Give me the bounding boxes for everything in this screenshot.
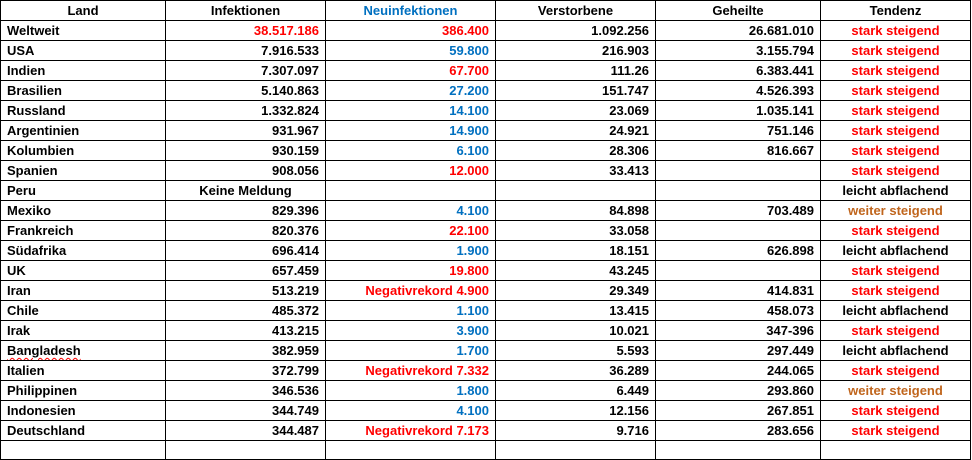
cell-tendenz[interactable]: weiter steigend [821,201,971,221]
cell-geheilte[interactable]: 244.065 [656,361,821,381]
header-geheilte[interactable]: Geheilte [656,1,821,21]
cell-tendenz[interactable]: stark steigend [821,21,971,41]
cell-verstorbene[interactable]: 1.092.256 [496,21,656,41]
cell-infektionen[interactable]: 829.396 [166,201,326,221]
cell-land[interactable]: Chile [1,301,166,321]
cell-verstorbene[interactable]: 33.058 [496,221,656,241]
cell-neuinfektionen[interactable]: 19.800 [326,261,496,281]
cell-verstorbene[interactable]: 24.921 [496,121,656,141]
cell-infektionen[interactable]: 1.332.824 [166,101,326,121]
cell-land[interactable]: USA [1,41,166,61]
cell-neuinfektionen[interactable]: 386.400 [326,21,496,41]
table-row [1,301,971,321]
cell-tendenz[interactable]: stark steigend [821,261,971,281]
cell-land[interactable]: UK [1,261,166,281]
cell-tendenz[interactable]: stark steigend [821,321,971,341]
cell-infektionen[interactable]: Keine Meldung [166,181,326,201]
cell-geheilte[interactable]: 626.898 [656,241,821,261]
cell-empty[interactable] [1,441,166,460]
cell-land[interactable]: Argentinien [1,121,166,141]
cell-geheilte[interactable]: 283.656 [656,421,821,441]
cell-verstorbene[interactable]: 18.151 [496,241,656,261]
cell-tendenz[interactable]: stark steigend [821,121,971,141]
table-row [1,421,971,441]
table-row [1,221,971,241]
cell-land[interactable]: Deutschland [1,421,166,441]
cell-land[interactable]: Irak [1,321,166,341]
cell-infektionen[interactable]: 382.959 [166,341,326,361]
cell-neuinfektionen[interactable]: 12.000 [326,161,496,181]
cell-land[interactable]: Brasilien [1,81,166,101]
table-row [1,321,971,341]
cell-land[interactable]: Mexiko [1,201,166,221]
cell-geheilte[interactable]: 4.526.393 [656,81,821,101]
table-row [1,121,971,141]
cell-land[interactable]: Iran [1,281,166,301]
header-land[interactable]: Land [1,1,166,21]
table-row [1,161,971,181]
cell-geheilte[interactable]: 703.489 [656,201,821,221]
cell-geheilte[interactable]: 1.035.141 [656,101,821,121]
cell-land[interactable]: Spanien [1,161,166,181]
table-row [1,281,971,301]
cell-neuinfektionen[interactable]: 4.100 [326,401,496,421]
header-verstorbene[interactable]: Verstorbene [496,1,656,21]
cell-land[interactable]: Russland [1,101,166,121]
cell-infektionen[interactable]: 657.459 [166,261,326,281]
cell-neuinfektionen[interactable] [326,181,496,201]
header-neuinfektionen[interactable]: Neuinfektionen [326,1,496,21]
cell-tendenz[interactable]: stark steigend [821,81,971,101]
cell-geheilte[interactable] [656,221,821,241]
cell-land[interactable]: Italien [1,361,166,381]
cell-infektionen[interactable]: 7.307.097 [166,61,326,81]
cell-neuinfektionen[interactable]: 4.100 [326,201,496,221]
table-row [1,41,971,61]
header-infektionen[interactable]: Infektionen [166,1,326,21]
cell-infektionen[interactable]: 931.967 [166,121,326,141]
cell-tendenz[interactable]: stark steigend [821,281,971,301]
cell-empty[interactable] [496,441,656,460]
table-row [1,261,971,281]
cell-empty[interactable] [166,441,326,460]
cell-verstorbene[interactable]: 84.898 [496,201,656,221]
cell-empty[interactable] [821,441,971,460]
table-row-empty [1,441,971,460]
cell-land[interactable]: Kolumbien [1,141,166,161]
cell-land[interactable]: Philippinen [1,381,166,401]
cell-geheilte[interactable] [656,161,821,181]
cell-tendenz[interactable]: stark steigend [821,401,971,421]
table-row [1,141,971,161]
cell-neuinfektionen[interactable]: 14.100 [326,101,496,121]
cell-verstorbene[interactable]: 29.349 [496,281,656,301]
cell-verstorbene[interactable]: 43.245 [496,261,656,281]
cell-tendenz[interactable]: leicht abflachend [821,181,971,201]
cell-infektionen[interactable]: 38.517.186 [166,21,326,41]
cell-verstorbene[interactable]: 28.306 [496,141,656,161]
cell-tendenz[interactable]: stark steigend [821,61,971,81]
header-row [1,1,971,21]
cell-neuinfektionen[interactable]: 59.800 [326,41,496,61]
table-row [1,81,971,101]
cell-neuinfektionen[interactable]: 22.100 [326,221,496,241]
cell-verstorbene[interactable]: 5.593 [496,341,656,361]
cell-verstorbene[interactable]: 36.289 [496,361,656,381]
table-row [1,21,971,41]
cell-empty[interactable] [326,441,496,460]
cell-geheilte[interactable]: 26.681.010 [656,21,821,41]
cell-verstorbene[interactable]: 6.449 [496,381,656,401]
table-body [1,21,971,460]
table-row [1,361,971,381]
cell-infektionen[interactable]: 696.414 [166,241,326,261]
table-row [1,201,971,221]
cell-infektionen[interactable]: 7.916.533 [166,41,326,61]
cell-neuinfektionen[interactable]: 1.700 [326,341,496,361]
cell-infektionen[interactable]: 344.487 [166,421,326,441]
cell-verstorbene[interactable]: 10.021 [496,321,656,341]
cell-geheilte[interactable]: 3.155.794 [656,41,821,61]
cell-geheilte[interactable] [656,181,821,201]
cell-infektionen[interactable]: 513.219 [166,281,326,301]
cell-tendenz[interactable]: stark steigend [821,101,971,121]
cell-verstorbene[interactable]: 216.903 [496,41,656,61]
cell-land[interactable]: Frankreich [1,221,166,241]
cell-neuinfektionen[interactable]: 1.800 [326,381,496,401]
cell-geheilte[interactable]: 297.449 [656,341,821,361]
cell-land[interactable]: Südafrika [1,241,166,261]
cell-infektionen[interactable]: 930.159 [166,141,326,161]
cell-neuinfektionen[interactable]: 3.900 [326,321,496,341]
cell-tendenz[interactable]: stark steigend [821,361,971,381]
table-row [1,381,971,401]
cell-tendenz[interactable]: leicht abflachend [821,241,971,261]
header-tendenz[interactable]: Tendenz [821,1,971,21]
cell-geheilte[interactable]: 6.383.441 [656,61,821,81]
cell-neuinfektionen[interactable]: 1.900 [326,241,496,261]
cell-empty[interactable] [656,441,821,460]
cell-verstorbene[interactable]: 111.26 [496,61,656,81]
cell-geheilte[interactable]: 267.851 [656,401,821,421]
cell-land[interactable]: Indien [1,61,166,81]
cell-infektionen[interactable]: 820.376 [166,221,326,241]
cell-land[interactable]: Peru [1,181,166,201]
cell-infektionen[interactable]: 413.215 [166,321,326,341]
cell-neuinfektionen[interactable]: 14.900 [326,121,496,141]
cell-tendenz[interactable]: stark steigend [821,161,971,181]
cell-verstorbene[interactable]: 23.069 [496,101,656,121]
cell-land[interactable]: Bangladesh [1,341,166,361]
cell-geheilte[interactable]: 347-396 [656,321,821,341]
cell-land[interactable]: Indonesien [1,401,166,421]
cell-tendenz[interactable]: stark steigend [821,221,971,241]
cell-infektionen[interactable]: 908.056 [166,161,326,181]
table-row [1,401,971,421]
cell-geheilte[interactable]: 751.146 [656,121,821,141]
cell-infektionen[interactable]: 344.749 [166,401,326,421]
cell-geheilte[interactable] [656,261,821,281]
table-row [1,341,971,361]
cell-tendenz[interactable]: leicht abflachend [821,301,971,321]
cell-geheilte[interactable]: 293.860 [656,381,821,401]
cell-verstorbene[interactable] [496,181,656,201]
cell-verstorbene[interactable]: 33.413 [496,161,656,181]
cell-tendenz[interactable]: weiter steigend [821,381,971,401]
cell-verstorbene[interactable]: 12.156 [496,401,656,421]
cell-neuinfektionen[interactable]: 1.100 [326,301,496,321]
table-row [1,61,971,81]
cell-neuinfektionen[interactable]: 6.100 [326,141,496,161]
cell-neuinfektionen[interactable]: Negativrekord 7.173 [326,421,496,441]
cell-neuinfektionen[interactable]: 27.200 [326,81,496,101]
cell-infektionen[interactable]: 5.140.863 [166,81,326,101]
cell-verstorbene[interactable]: 13.415 [496,301,656,321]
cell-tendenz[interactable]: stark steigend [821,141,971,161]
cell-tendenz[interactable]: stark steigend [821,421,971,441]
table-row [1,241,971,261]
cell-neuinfektionen[interactable]: 67.700 [326,61,496,81]
cell-infektionen[interactable]: 346.536 [166,381,326,401]
cell-land[interactable]: Weltweit [1,21,166,41]
cell-geheilte[interactable]: 414.831 [656,281,821,301]
cell-infektionen[interactable]: 485.372 [166,301,326,321]
cell-tendenz[interactable]: leicht abflachend [821,341,971,361]
table-row [1,101,971,121]
cell-neuinfektionen[interactable]: Negativrekord 7.332 [326,361,496,381]
cell-geheilte[interactable]: 816.667 [656,141,821,161]
cell-verstorbene[interactable]: 151.747 [496,81,656,101]
table-row [1,181,971,201]
cell-geheilte[interactable]: 458.073 [656,301,821,321]
cell-neuinfektionen[interactable]: Negativrekord 4.900 [326,281,496,301]
cell-tendenz[interactable]: stark steigend [821,41,971,61]
cell-verstorbene[interactable]: 9.716 [496,421,656,441]
cell-infektionen[interactable]: 372.799 [166,361,326,381]
